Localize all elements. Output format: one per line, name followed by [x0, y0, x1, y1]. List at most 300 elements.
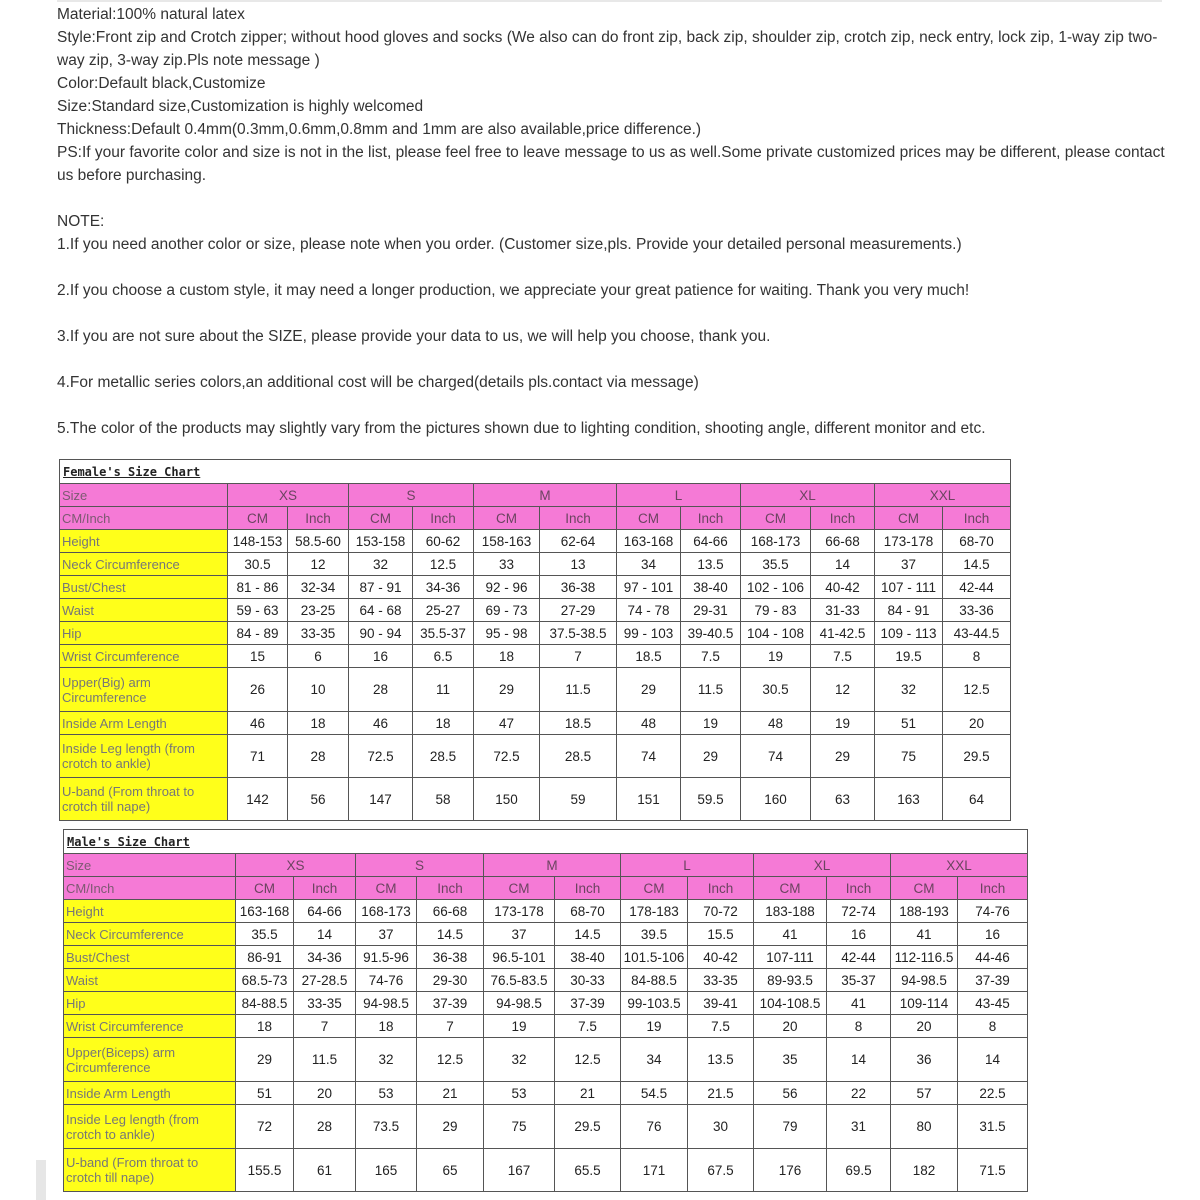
size-header-cell: L [617, 484, 741, 507]
measurement-value: 32 [484, 1038, 555, 1082]
measurement-value: 60-62 [413, 530, 474, 553]
unit-header-cell: Inch [540, 507, 617, 530]
measurement-value: 168-173 [741, 530, 811, 553]
measurement-value: 19 [811, 712, 875, 735]
measurement-value: 74-76 [958, 900, 1028, 923]
measurement-value: 35-37 [827, 969, 891, 992]
measurement-value: 54.5 [621, 1082, 688, 1105]
measurement-value: 101.5-106 [621, 946, 688, 969]
measurement-value: 188-193 [891, 900, 958, 923]
table-row [64, 923, 1028, 946]
measurement-label: U-band (From throat to crotch till nape) [64, 1149, 236, 1192]
measurement-value: 14 [811, 553, 875, 576]
product-description [57, 3, 1167, 440]
table-row [60, 530, 1011, 553]
size-header-cell: L [621, 854, 754, 877]
measurement-value: 87 - 91 [349, 576, 413, 599]
measurement-value: 29-30 [417, 969, 484, 992]
measurement-value: 84 - 91 [875, 599, 943, 622]
measurement-value: 38-40 [681, 576, 741, 599]
measurement-value: 29 [417, 1105, 484, 1149]
table-row [60, 599, 1011, 622]
table-row [64, 969, 1028, 992]
unit-header-cell: Inch [417, 877, 484, 900]
unit-header-cell: CM [617, 507, 681, 530]
measurement-value: 27-28.5 [294, 969, 356, 992]
measurement-value: 12.5 [943, 668, 1011, 712]
measurement-label: Hip [64, 992, 236, 1015]
measurement-value: 41 [827, 992, 891, 1015]
measurement-label: U-band (From throat to crotch till nape) [60, 778, 228, 821]
unit-header-cell: CM [741, 507, 811, 530]
size-label: Size [64, 854, 236, 877]
measurement-value: 12.5 [417, 1038, 484, 1082]
measurement-label: Bust/Chest [60, 576, 228, 599]
measurement-value: 58 [413, 778, 474, 821]
measurement-value: 142 [228, 778, 288, 821]
measurement-value: 35.5-37 [413, 622, 474, 645]
table-row [64, 946, 1028, 969]
male-size-chart [63, 829, 1028, 1192]
size-header-cell: XL [754, 854, 891, 877]
unit-header-cell: CM [356, 877, 417, 900]
measurement-value: 6 [288, 645, 349, 668]
measurement-label: Inside Arm Length [60, 712, 228, 735]
measurement-value: 173-178 [484, 900, 555, 923]
unit-header-cell: Inch [958, 877, 1028, 900]
measurement-label: Neck Circumference [60, 553, 228, 576]
measurement-value: 33 [474, 553, 540, 576]
measurement-value: 163 [875, 778, 943, 821]
measurement-value: 28 [288, 735, 349, 778]
measurement-value: 64-66 [681, 530, 741, 553]
chart-title-row [64, 830, 1028, 854]
measurement-value: 19 [681, 712, 741, 735]
measurement-value: 76.5-83.5 [484, 969, 555, 992]
measurement-value: 19 [484, 1015, 555, 1038]
unit-header-cell: CM [875, 507, 943, 530]
measurement-value: 28.5 [413, 735, 474, 778]
measurement-value: 51 [236, 1082, 294, 1105]
unit-header-row [60, 507, 1011, 530]
measurement-value: 28 [349, 668, 413, 712]
measurement-value: 39-40.5 [681, 622, 741, 645]
measurement-label: Bust/Chest [64, 946, 236, 969]
measurement-value: 7 [294, 1015, 356, 1038]
measurement-value: 150 [474, 778, 540, 821]
measurement-value: 21 [417, 1082, 484, 1105]
measurement-value: 41-42.5 [811, 622, 875, 645]
measurement-value: 42-44 [943, 576, 1011, 599]
measurement-value: 36-38 [540, 576, 617, 599]
measurement-label: Waist [64, 969, 236, 992]
measurement-value: 66-68 [811, 530, 875, 553]
measurement-value: 89-93.5 [754, 969, 827, 992]
chart-title-row [60, 460, 1011, 484]
measurement-value: 107 - 111 [875, 576, 943, 599]
note-item: 1.If you need another color or size, please note when you order. (Customer size,pls. Provide your detailed personal measurements.) [57, 236, 962, 253]
unit-header-cell: Inch [688, 877, 754, 900]
table-row [60, 778, 1011, 821]
measurement-value: 10 [288, 668, 349, 712]
measurement-value: 20 [754, 1015, 827, 1038]
measurement-value: 33-35 [288, 622, 349, 645]
unit-header-cell: Inch [294, 877, 356, 900]
size-header-cell: XL [741, 484, 875, 507]
note-item: 4.For metallic series colors,an additional cost will be charged(details pls.contact via message) [57, 374, 699, 391]
measurement-value: 107-111 [754, 946, 827, 969]
measurement-value: 26 [228, 668, 288, 712]
note-item: 5.The color of the products may slightly vary from the pictures shown due to lighting condition, shooting angle, different monitor and etc. [57, 420, 986, 437]
measurement-value: 32 [875, 668, 943, 712]
scroll-edge [36, 1160, 46, 1200]
measurement-value: 40-42 [688, 946, 754, 969]
measurement-value: 7.5 [811, 645, 875, 668]
unit-header-cell: CM [754, 877, 827, 900]
measurement-value: 19 [621, 1015, 688, 1038]
measurement-value: 158-163 [474, 530, 540, 553]
measurement-value: 37 [484, 923, 555, 946]
measurement-value: 51 [875, 712, 943, 735]
measurement-value: 14.5 [943, 553, 1011, 576]
measurement-value: 6.5 [413, 645, 474, 668]
measurement-value: 35.5 [741, 553, 811, 576]
note-item: 2.If you choose a custom style, it may need a longer production, we appreciate your great patience for waiting. Thank you very much! [57, 282, 970, 299]
measurement-value: 14 [958, 1038, 1028, 1082]
measurement-label: Inside Leg length (from crotch to ankle) [64, 1105, 236, 1149]
table-row [64, 1015, 1028, 1038]
size-header-cell: XXL [875, 484, 1011, 507]
measurement-value: 56 [754, 1082, 827, 1105]
measurement-value: 68-70 [943, 530, 1011, 553]
measurement-value: 18 [474, 645, 540, 668]
table-row [64, 992, 1028, 1015]
measurement-value: 63 [811, 778, 875, 821]
measurement-value: 92 - 96 [474, 576, 540, 599]
unit-header-cell: Inch [413, 507, 474, 530]
measurement-value: 48 [617, 712, 681, 735]
measurement-label: Upper(Big) arm Circumference [60, 668, 228, 712]
measurement-value: 109-114 [891, 992, 958, 1015]
measurement-value: 20 [294, 1082, 356, 1105]
measurement-value: 59.5 [681, 778, 741, 821]
measurement-value: 153-158 [349, 530, 413, 553]
measurement-value: 18.5 [617, 645, 681, 668]
measurement-value: 178-183 [621, 900, 688, 923]
measurement-value: 22 [827, 1082, 891, 1105]
table-row [60, 645, 1011, 668]
table-row [60, 712, 1011, 735]
measurement-value: 72.5 [474, 735, 540, 778]
measurement-value: 12 [811, 668, 875, 712]
measurement-value: 29.5 [555, 1105, 621, 1149]
size-header-cell: S [349, 484, 474, 507]
measurement-value: 34-36 [294, 946, 356, 969]
measurement-value: 36 [891, 1038, 958, 1082]
measurement-value: 104 - 108 [741, 622, 811, 645]
measurement-value: 75 [484, 1105, 555, 1149]
measurement-value: 86-91 [236, 946, 294, 969]
measurement-value: 37-39 [555, 992, 621, 1015]
measurement-value: 79 - 83 [741, 599, 811, 622]
measurement-value: 8 [958, 1015, 1028, 1038]
table-row [60, 735, 1011, 778]
unit-header-cell: Inch [555, 877, 621, 900]
measurement-value: 28.5 [540, 735, 617, 778]
note-heading: NOTE: [57, 213, 105, 230]
measurement-value: 176 [754, 1149, 827, 1192]
measurement-value: 19.5 [875, 645, 943, 668]
measurement-value: 21 [555, 1082, 621, 1105]
measurement-value: 57 [891, 1082, 958, 1105]
measurement-value: 59 - 63 [228, 599, 288, 622]
measurement-value: 173-178 [875, 530, 943, 553]
table-row [60, 668, 1011, 712]
measurement-value: 74-76 [356, 969, 417, 992]
unit-header-cell: CM [349, 507, 413, 530]
unit-header-cell: Inch [681, 507, 741, 530]
measurement-value: 72 [236, 1105, 294, 1149]
measurement-value: 30.5 [228, 553, 288, 576]
unit-header-cell: CM [891, 877, 958, 900]
chart-title: Male's Size Chart [64, 830, 1028, 854]
measurement-value: 165 [356, 1149, 417, 1192]
measurement-value: 7.5 [688, 1015, 754, 1038]
measurement-value: 31.5 [958, 1105, 1028, 1149]
measurement-value: 14.5 [555, 923, 621, 946]
measurement-value: 31-33 [811, 599, 875, 622]
size-header-cell: S [356, 854, 484, 877]
measurement-value: 59 [540, 778, 617, 821]
size-header-cell: XXL [891, 854, 1028, 877]
measurement-value: 32-34 [288, 576, 349, 599]
measurement-label: Neck Circumference [64, 923, 236, 946]
measurement-value: 29-31 [681, 599, 741, 622]
measurement-value: 74 [617, 735, 681, 778]
measurement-label: Height [60, 530, 228, 553]
measurement-value: 67.5 [688, 1149, 754, 1192]
measurement-value: 109 - 113 [875, 622, 943, 645]
measurement-value: 20 [943, 712, 1011, 735]
measurement-label: Wrist Circumference [60, 645, 228, 668]
table-row [60, 622, 1011, 645]
material-line: Material:100% natural latex [57, 6, 245, 23]
measurement-value: 11 [413, 668, 474, 712]
measurement-value: 68-70 [555, 900, 621, 923]
measurement-value: 18.5 [540, 712, 617, 735]
measurement-label: Hip [60, 622, 228, 645]
measurement-value: 171 [621, 1149, 688, 1192]
measurement-value: 64-66 [294, 900, 356, 923]
measurement-value: 68.5-73 [236, 969, 294, 992]
measurement-value: 66-68 [417, 900, 484, 923]
measurement-value: 81 - 86 [228, 576, 288, 599]
measurement-value: 16 [958, 923, 1028, 946]
measurement-value: 48 [741, 712, 811, 735]
unit-header-cell: CM [236, 877, 294, 900]
measurement-value: 15.5 [688, 923, 754, 946]
measurement-value: 18 [356, 1015, 417, 1038]
measurement-value: 61 [294, 1149, 356, 1192]
measurement-value: 94-98.5 [891, 969, 958, 992]
measurement-value: 15 [228, 645, 288, 668]
unit-header-cell: Inch [288, 507, 349, 530]
measurement-value: 30-33 [555, 969, 621, 992]
measurement-value: 95 - 98 [474, 622, 540, 645]
measurement-value: 99-103.5 [621, 992, 688, 1015]
measurement-value: 168-173 [356, 900, 417, 923]
measurement-value: 70-72 [688, 900, 754, 923]
unit-header-cell: Inch [811, 507, 875, 530]
measurement-value: 84-88.5 [621, 969, 688, 992]
table-row [64, 1082, 1028, 1105]
measurement-value: 11.5 [540, 668, 617, 712]
measurement-value: 38-40 [555, 946, 621, 969]
unit-header-cell: CM [484, 877, 555, 900]
color-line: Color:Default black,Customize [57, 75, 266, 92]
measurement-value: 19 [741, 645, 811, 668]
measurement-value: 29.5 [943, 735, 1011, 778]
measurement-value: 29 [681, 735, 741, 778]
measurement-value: 37.5-38.5 [540, 622, 617, 645]
measurement-value: 46 [349, 712, 413, 735]
measurement-value: 8 [943, 645, 1011, 668]
measurement-value: 39-41 [688, 992, 754, 1015]
measurement-value: 12.5 [413, 553, 474, 576]
table-row [64, 900, 1028, 923]
measurement-value: 167 [484, 1149, 555, 1192]
measurement-value: 22.5 [958, 1082, 1028, 1105]
measurement-value: 7 [540, 645, 617, 668]
measurement-value: 94-98.5 [356, 992, 417, 1015]
unit-header-cell: CM [621, 877, 688, 900]
measurement-value: 183-188 [754, 900, 827, 923]
measurement-label: Inside Leg length (from crotch to ankle) [60, 735, 228, 778]
measurement-value: 44-46 [958, 946, 1028, 969]
table-row [64, 1105, 1028, 1149]
measurement-value: 37 [875, 553, 943, 576]
measurement-value: 33-35 [294, 992, 356, 1015]
measurement-value: 102 - 106 [741, 576, 811, 599]
measurement-value: 148-153 [228, 530, 288, 553]
measurement-value: 13.5 [681, 553, 741, 576]
measurement-value: 35.5 [236, 923, 294, 946]
measurement-value: 42-44 [827, 946, 891, 969]
chart-title: Female's Size Chart [60, 460, 1011, 484]
measurement-value: 97 - 101 [617, 576, 681, 599]
measurement-value: 13 [540, 553, 617, 576]
measurement-value: 21.5 [688, 1082, 754, 1105]
measurement-value: 18 [288, 712, 349, 735]
measurement-value: 43-45 [958, 992, 1028, 1015]
unit-header-row [64, 877, 1028, 900]
measurement-value: 72-74 [827, 900, 891, 923]
unit-label: CM/Inch [64, 877, 236, 900]
measurement-value: 41 [754, 923, 827, 946]
size-line: Size:Standard size,Customization is highly welcomed [57, 98, 424, 115]
measurement-value: 11.5 [294, 1038, 356, 1082]
measurement-value: 74 [741, 735, 811, 778]
measurement-value: 163-168 [236, 900, 294, 923]
measurement-value: 34 [617, 553, 681, 576]
measurement-value: 16 [349, 645, 413, 668]
measurement-label: Height [64, 900, 236, 923]
measurement-value: 7.5 [555, 1015, 621, 1038]
measurement-value: 11.5 [681, 668, 741, 712]
unit-header-cell: CM [474, 507, 540, 530]
measurement-value: 69 - 73 [474, 599, 540, 622]
measurement-value: 112-116.5 [891, 946, 958, 969]
measurement-value: 32 [349, 553, 413, 576]
measurement-value: 58.5-60 [288, 530, 349, 553]
table-row [60, 553, 1011, 576]
measurement-label: Waist [60, 599, 228, 622]
measurement-value: 71.5 [958, 1149, 1028, 1192]
measurement-value: 18 [413, 712, 474, 735]
measurement-value: 12 [288, 553, 349, 576]
measurement-value: 8 [827, 1015, 891, 1038]
measurement-value: 72.5 [349, 735, 413, 778]
measurement-value: 14 [294, 923, 356, 946]
measurement-value: 90 - 94 [349, 622, 413, 645]
measurement-value: 7 [417, 1015, 484, 1038]
measurement-value: 104-108.5 [754, 992, 827, 1015]
measurement-label: Inside Arm Length [64, 1082, 236, 1105]
measurement-value: 29 [474, 668, 540, 712]
measurement-value: 65 [417, 1149, 484, 1192]
unit-label: CM/Inch [60, 507, 228, 530]
measurement-value: 182 [891, 1149, 958, 1192]
measurement-value: 35 [754, 1038, 827, 1082]
measurement-value: 29 [236, 1038, 294, 1082]
top-divider [57, 0, 1162, 2]
table-row [60, 576, 1011, 599]
measurement-value: 36-38 [417, 946, 484, 969]
measurement-value: 96.5-101 [484, 946, 555, 969]
measurement-value: 56 [288, 778, 349, 821]
measurement-value: 13.5 [688, 1038, 754, 1082]
unit-header-cell: Inch [943, 507, 1011, 530]
measurement-value: 29 [811, 735, 875, 778]
measurement-value: 73.5 [356, 1105, 417, 1149]
measurement-value: 76 [621, 1105, 688, 1149]
measurement-value: 47 [474, 712, 540, 735]
measurement-value: 147 [349, 778, 413, 821]
measurement-value: 23-25 [288, 599, 349, 622]
measurement-label: Wrist Circumference [64, 1015, 236, 1038]
measurement-value: 34-36 [413, 576, 474, 599]
measurement-label: Upper(Biceps) arm Circumference [64, 1038, 236, 1082]
measurement-value: 80 [891, 1105, 958, 1149]
note-item: 3.If you are not sure about the SIZE, please provide your data to us, we will help you choose, thank you. [57, 328, 771, 345]
measurement-value: 53 [484, 1082, 555, 1105]
measurement-value: 75 [875, 735, 943, 778]
measurement-value: 18 [236, 1015, 294, 1038]
measurement-value: 71 [228, 735, 288, 778]
measurement-value: 16 [827, 923, 891, 946]
measurement-value: 65.5 [555, 1149, 621, 1192]
measurement-value: 32 [356, 1038, 417, 1082]
measurement-value: 91.5-96 [356, 946, 417, 969]
measurement-value: 163-168 [617, 530, 681, 553]
measurement-value: 34 [621, 1038, 688, 1082]
measurement-value: 64 - 68 [349, 599, 413, 622]
measurement-value: 37-39 [417, 992, 484, 1015]
size-header-cell: XS [236, 854, 356, 877]
size-header-cell: M [474, 484, 617, 507]
measurement-value: 30 [688, 1105, 754, 1149]
measurement-value: 33-36 [943, 599, 1011, 622]
